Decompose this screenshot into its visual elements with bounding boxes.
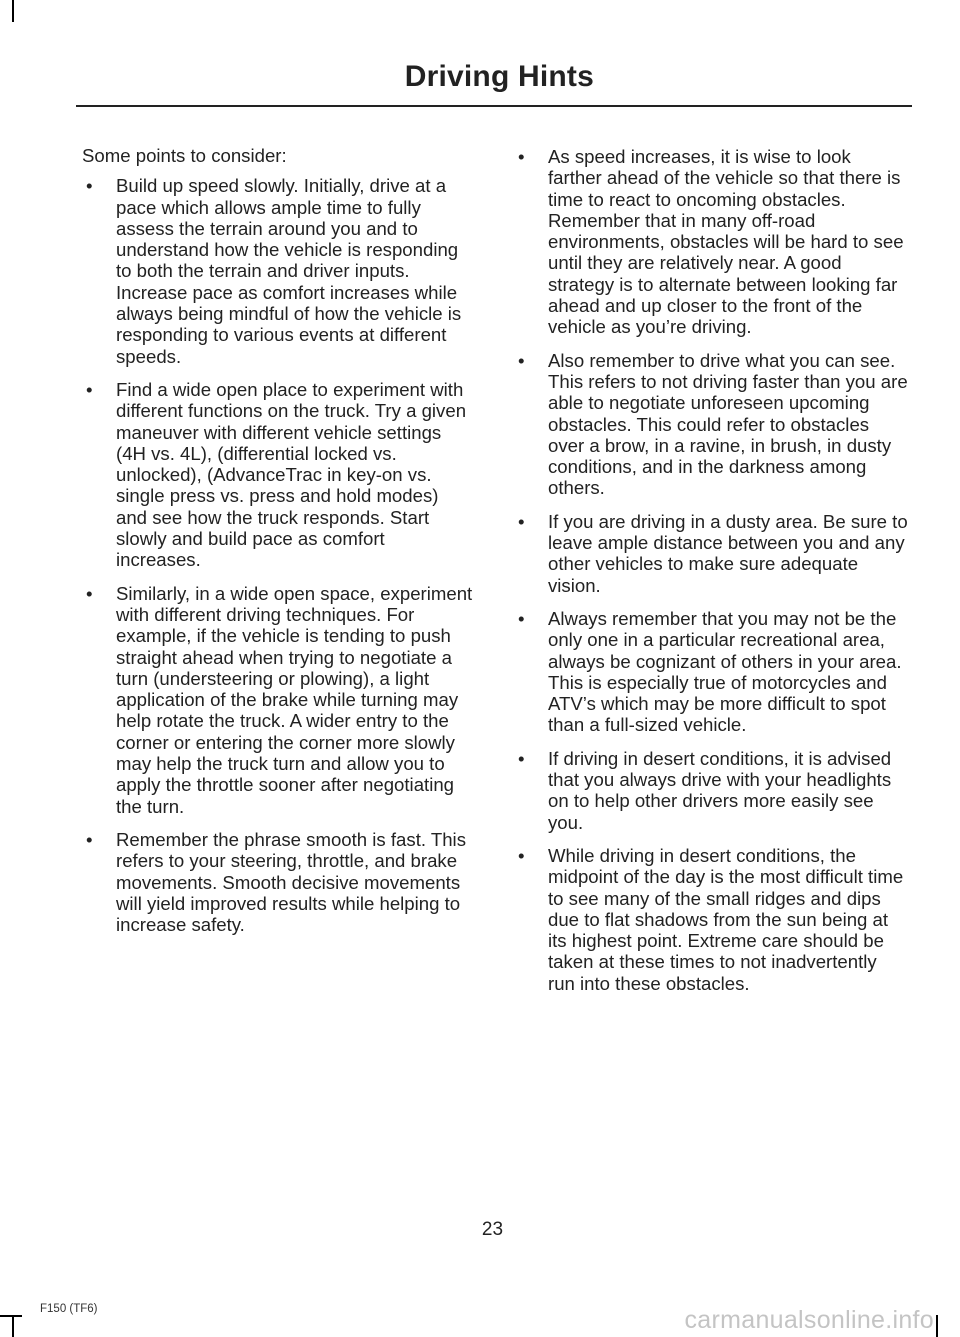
crop-mark-bottom-left-horizontal <box>0 1315 22 1317</box>
intro-text: Some points to consider: <box>82 145 287 166</box>
list-item <box>514 608 908 736</box>
list-item-text: If driving in desert conditions, it is advised that you always drive with your headlights on to help other drivers more easily see you. <box>548 747 892 833</box>
crop-mark-bottom-right <box>936 1315 938 1337</box>
model-code: F150 (TF6) <box>40 1303 98 1315</box>
list-item <box>514 845 908 994</box>
page-number: 23 <box>481 1219 504 1240</box>
crop-mark-bottom-left-vertical <box>12 1315 14 1337</box>
bullet-icon: • <box>518 146 525 167</box>
bullet-icon: • <box>86 582 93 604</box>
bullet-icon: • <box>86 175 93 197</box>
bullet-icon: • <box>86 828 93 850</box>
list-item-text: Build up speed slowly. Initially, drive at a pace which allows ample time to fully assess the terrain around you and to understand how the vehicle is responding to both the terrain and driver inputs. Increase pace as comfort increases while always being mindful of how the vehicle is responding to various events at different speeds. <box>116 175 462 367</box>
right-column <box>514 146 908 1006</box>
bullet-icon: • <box>518 844 525 866</box>
watermark: carmanualsonline.info <box>684 1306 934 1334</box>
list-item-text: Similarly, in a wide open space, experiment with different driving techniques. For example, if the vehicle is tending to push straight ahead when trying to negotiate a turn (understeering or plowing), a light application of the brake while turning may help rotate the truck. A wider entry to the corner or entering the corner more slowly may help the truck turn and allow you to apply the throttle sooner after negotiating the turn. <box>116 582 473 817</box>
list-item-text: Always remember that you may not be the only one in a particular recreational area, always be cognizant of others in your area. This is especially true of motorcycles and ATV’s which may be more difficult to spot than a full-sized vehicle. <box>548 607 902 736</box>
header-rule <box>76 105 912 107</box>
list-item-text: If you are driving in a dusty area. Be sure to leave ample distance between you and any other vehicles to make sure adequate vision. <box>548 510 908 596</box>
list-item <box>82 379 474 571</box>
list-item <box>514 511 908 596</box>
bullet-icon: • <box>518 510 525 532</box>
list-item-text: Find a wide open place to experiment with different functions on the truck. Try a given maneuver with different vehicle settings (4H vs. 4L), (differential locked vs. unlocked), (AdvanceTrac in key-on vs. single press vs. press and hold modes) and see how the truck responds. Start slowly and build pace as comfort increases. <box>116 378 467 571</box>
right-bullet-list <box>514 146 908 994</box>
list-item <box>82 175 474 367</box>
list-item <box>82 829 474 935</box>
list-item-text: Remember the phrase smooth is fast. This refers to your steering, throttle, and brake movements. Smooth decisive movements will yield improved results while helping to increase safety. <box>116 828 466 936</box>
list-item-text: As speed increases, it is wise to look farther ahead of the vehicle so that there is time to react to oncoming obstacles. Remember that in many off-road environments, obstacles will be hard to see until they are relatively near. A good strategy is to alternate between looking far ahead and up closer to the front of the vehicle as you’re driving. <box>548 146 904 338</box>
bullet-icon: • <box>518 607 525 629</box>
bullet-icon: • <box>86 378 93 400</box>
left-column <box>82 145 474 947</box>
list-item <box>514 748 908 833</box>
crop-mark-top-left <box>12 0 14 22</box>
list-item <box>514 350 908 499</box>
bullet-icon: • <box>518 747 525 769</box>
list-item-text: Also remember to drive what you can see. This refers to not driving faster than you are able to negotiate unforeseen upcoming obstacles. This could refer to obstacles over a brow, in a ravine, in brush, in dusty conditions, and in the darkness among others. <box>548 349 908 499</box>
list-item <box>82 583 474 817</box>
bullet-icon: • <box>518 349 525 371</box>
page-title: Driving Hints <box>404 60 594 93</box>
list-item-text: While driving in desert conditions, the midpoint of the day is the most difficult time to see many of the small ridges and dips due to flat shadows from the sun being at its highest point. Extreme care should be taken at these times to not inadvertently run into these obstacles. <box>548 844 904 994</box>
left-bullet-list <box>82 175 474 935</box>
list-item <box>514 146 908 338</box>
